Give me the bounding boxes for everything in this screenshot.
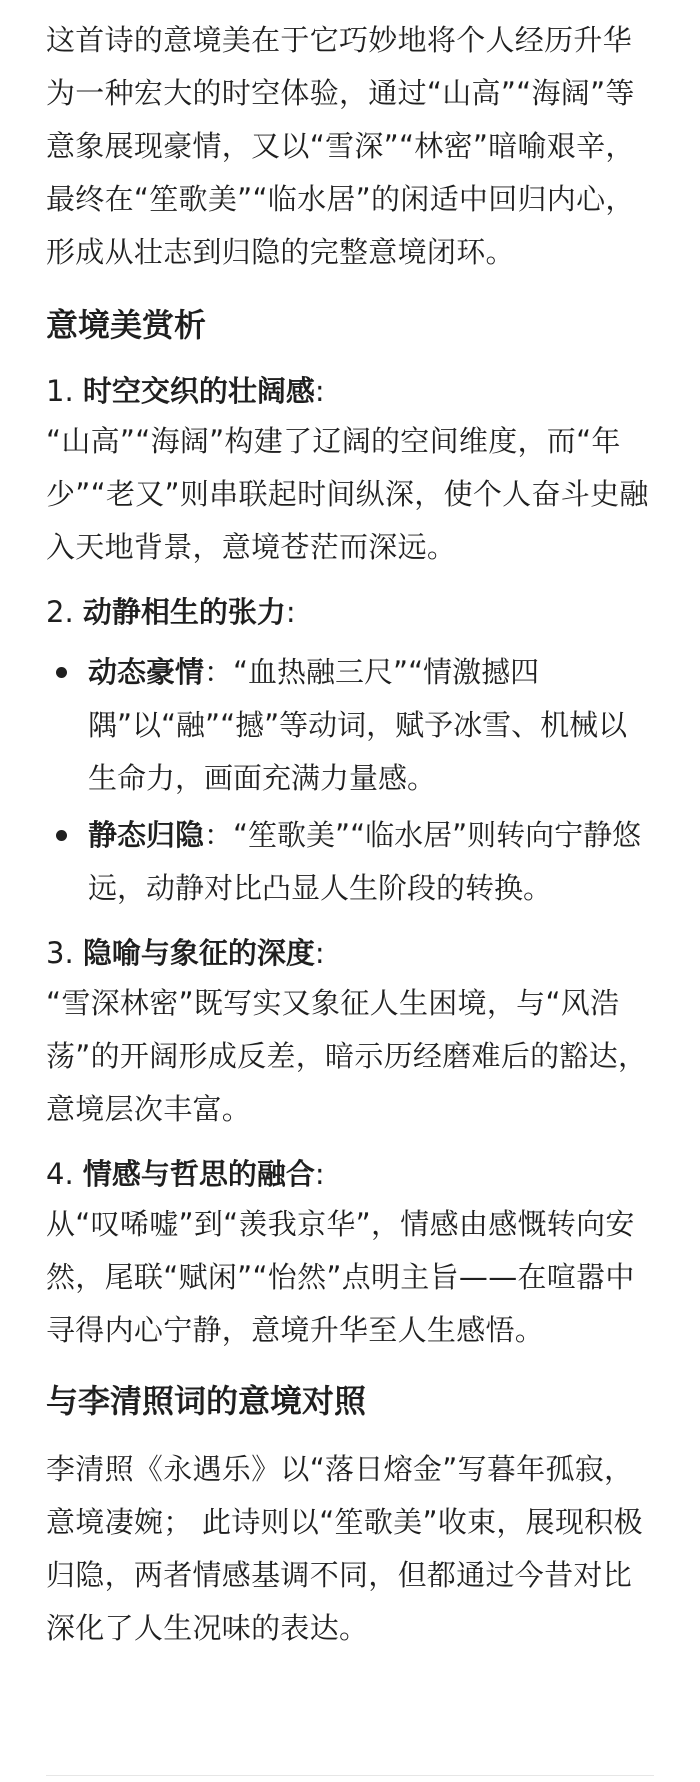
- bullet-label: 动态豪情: [88, 655, 205, 689]
- item-title-text: 情感与哲思的融合: [82, 1157, 315, 1191]
- bullet-text: ：“血热融三尺”“情激撼四隅”以“融”“撼”等动词，赋予冰雪、机械以生命力，画面充满力量感。: [88, 655, 628, 795]
- item-title-text: 时空交织的壮阔感: [82, 374, 315, 408]
- item-body: “雪深林密”既写实又象征人生困境，与“风浩荡”的开阔形成反差，暗示历经磨难后的豁达，意境层次丰富。: [46, 986, 648, 1126]
- item-number: 1.: [46, 374, 74, 408]
- bullet-dot-icon: [56, 830, 67, 841]
- analysis-item-1: [46, 367, 654, 574]
- item-colon: :: [285, 595, 296, 629]
- section-heading-appreciation: 意境美赏析: [46, 306, 207, 344]
- item-title: [46, 929, 654, 977]
- comparison-paragraph: 李清照《永遇乐》以“落日熔金”写暮年孤寂，意境凄婉； 此诗则以“笙歌美”收束，展现积极归隐，两者情感基调不同，但都通过今昔对比深化了人生况味的表达。: [46, 1452, 643, 1645]
- section-heading-comparison: 与李清照词的意境对照: [46, 1382, 367, 1420]
- bottom-divider: [46, 1775, 654, 1776]
- intro-paragraph: 这首诗的意境美在于它巧妙地将个人经历升华为一种宏大的时空体验，通过“山高”“海阔”等意象展现豪情，又以“雪深”“林密”暗喻艰辛，最终在“笙歌美”“临水居”的闲适中回归内心，形成从壮志到归隐的完整意境闭环。: [46, 23, 635, 269]
- item-colon: :: [314, 1157, 325, 1191]
- item-title-text: 动静相生的张力: [82, 595, 286, 629]
- bullet-text: ：“笙歌美”“临水居”则转向宁静悠远，动静对比凸显人生阶段的转换。: [88, 818, 642, 905]
- item-title: [46, 367, 654, 415]
- item-number: 3.: [46, 936, 74, 970]
- analysis-item-3: [46, 929, 654, 1136]
- bullet-list: [46, 646, 654, 915]
- bullet-label: 静态归隐: [88, 818, 205, 852]
- item-body: “山高”“海阔”构建了辽阔的空间维度，而“年少”“老又”则串联起时间纵深，使个人奋斗史融入天地背景，意境苍茫而深远。: [46, 424, 649, 564]
- item-number: 2.: [46, 595, 74, 629]
- item-title: [46, 1150, 654, 1198]
- analysis-item-4: [46, 1150, 654, 1357]
- item-colon: :: [314, 374, 325, 408]
- item-colon: :: [314, 936, 325, 970]
- bullet-dot-icon: [56, 667, 67, 678]
- item-body: 从“叹唏嘘”到“羡我京华”，情感由感慨转向安然，尾联“赋闲”“怡然”点明主旨——在喧嚣中寻得内心宁静，意境升华至人生感悟。: [46, 1207, 635, 1347]
- item-number: 4.: [46, 1157, 74, 1191]
- analysis-item-2: [46, 588, 654, 915]
- item-title-text: 隐喻与象征的深度: [82, 936, 315, 970]
- bullet-item-static: [88, 809, 654, 915]
- bullet-item-dynamic: [88, 646, 654, 805]
- item-title: [46, 588, 654, 636]
